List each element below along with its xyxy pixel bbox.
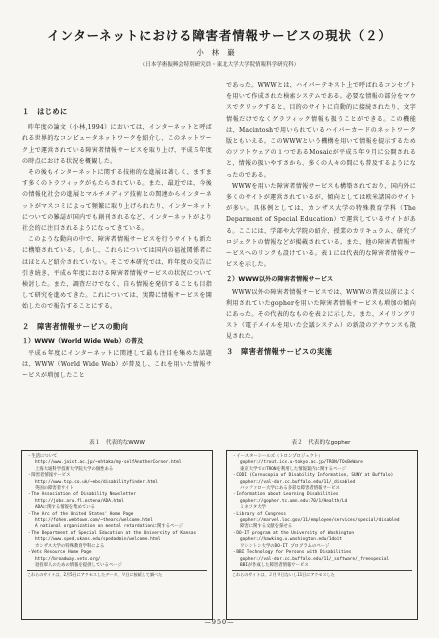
right-column	[226, 80, 416, 361]
body-paragraph: 平成６年度にインターネットに関連して最も注目を集めた話題は、WWW（World Wide Web）が普及し、これを用いた情報サービスが増加したこと	[22, 350, 212, 380]
table-row-desc: ADAに関する情報を集めている	[35, 505, 95, 511]
section-heading-trends: ２ 障害者情報サービスの動向	[22, 321, 129, 331]
table-row	[27, 531, 207, 550]
body-paragraph: このような動向の中で、障害者情報サービスを行うサイトも新たに構築されている。しかし、これらについては国内の福祉関係者にはほとんど紹介されていない。そこで本研究では、昨年度の交告に引き続き、平成６年度における障害者情報サービスの状況について検討した。また、調査だけでなく、自ら情報を発信することも目指して研究を進めてきた。これについては、実際に情報サービスを開始したので報告することにする。	[22, 236, 212, 311]
table-row-desc: BBIが作成した障害者情報サービス	[240, 562, 309, 568]
table-row-url: http://www.sped.ukans.edu/spedadmin/welcome.html	[35, 537, 161, 543]
table-row	[232, 531, 412, 550]
section-heading-implementation: ３ 障害者情報サービスの実施	[226, 346, 333, 356]
subsection-heading-non-www: ２）WWW以外の障害者情報サービス	[226, 276, 334, 284]
table1-caption: 表１ 代表的なWWW	[89, 440, 145, 446]
subsection-heading-www: １）WWW（World Wide Web）の普及	[22, 337, 144, 345]
table-row-label: ・BBI Technology for Persons with Disabilities	[232, 550, 352, 556]
table-row-desc: バッファロー大学にある多彩な障害者情報サービス	[240, 486, 340, 492]
table-row	[232, 454, 412, 473]
table-row	[27, 512, 207, 531]
table-row	[232, 473, 412, 492]
table-note: これらのサイトは、２月９日ないし11日にアクセスした	[232, 570, 412, 578]
body-paragraph: WWWを用いた障害者情報サービスも構築されており、国内外に多くのサイトが運営されているが、傾向としては欧米諸国のサイトが多い。具体例としては、カンザス大学の特殊教育学科（The Deparment of Special Education）で運営しているサイトがある。ここには、学部や大学院の紹介、授業のカリキュラム、研究プロジェクトの情報などが掲載されている。また、他の障害者情報サービスへのリンクも設けている。表１には代表的な障害者情報サービスを示した。	[226, 182, 416, 269]
table-row-url: gopher://marvel.loc.gov/11/employee/services/special/disabled	[240, 518, 400, 524]
body-paragraph: 昨年度の論文（小林,1994）においては、インターネットと呼ばれる世界的なコンピュータネットワークを紹介し、このネットワーク上で運営されている障害者情報サービスを取り上げ、平成５年度の時点における状況を概観した。	[22, 124, 212, 165]
table-row-label: ・The Department of Special Education at the University of Kansas	[27, 530, 197, 536]
body-paragraph: WWW以外の障害者情報サービスでは、WWWの普及以前によく利用されていたgopherを用いた障害者情報サービスも増加の傾向にあった。その代表的なものを表２に示した。また、メイリングリスト（電子メイルを用いた会議システム）の新設のアナウンスも散見された。	[226, 288, 416, 341]
left-column	[22, 80, 212, 382]
table-row-label: ・障害者情報サービス	[27, 473, 71, 479]
table-row-url: http://www.jaist.ac.jp/~ohtaka/my-selfAnotherCorner.html	[35, 460, 182, 466]
author-affiliation: （日本学術振興会特別研究員・東北大学大学院情報科学研究科）	[139, 62, 300, 68]
table-row-desc: ミネソタ大学	[240, 505, 266, 511]
table-row	[27, 473, 207, 492]
table-row	[232, 492, 412, 511]
table-row-url: http://fohen.webtown.com/~thearc/welcome.html	[35, 518, 153, 524]
table-row	[232, 550, 412, 569]
table-row-label: ・The Arc of the United States' Home Page	[27, 511, 134, 517]
table-row-label: ・イースターシールズ（トロンプロジェクト）	[232, 454, 323, 459]
table2-box	[226, 450, 418, 620]
author-name: 小林巌	[196, 48, 243, 57]
table-row-url: http://jobs.aru.fl.ostena/ADA.html	[35, 498, 124, 504]
table-row-label: ・The Association of Disability Newsletter	[27, 492, 136, 498]
table-row-desc: 上海大通科学技術大学院大学の個性ある	[35, 466, 114, 472]
table-row-label: ・DO-IT program at the University of Washington	[232, 530, 355, 536]
table-row	[27, 454, 207, 473]
table-row-url: gopher://hawking.u.washington.edu/1doit	[240, 537, 342, 543]
table-row-desc: 東京大学でのTRONを利用した情報案内に関するページ	[240, 466, 346, 472]
table-row-label: ・Information about Learning Disabilities	[232, 492, 339, 498]
table-row-label: ・CODI (Cornucopia of Disability Information, SUNY at Buffalo)	[232, 473, 394, 479]
body-paragraph: であった。WWWとは、ハイパーテキスト上で呼ばれるコンセプトを用いて作成された検索システムである。必要な情報の部分をマウスでクリックすると、目的のサイトに自動的に接続されたり、文字情報だけでなくグラフィック情報も扱うことができる。この機能は、Macintoshで用いられているハイパーカードのネットワーク版ともいえる。このWWWという機構を用いて情報を提示するためのソフトウェアの１つであるMosaicが平成５年９月に公開されると、情報の扱いやすさから、多くの人々の間にも普及するようになったのである。	[226, 82, 416, 179]
table-row-url: gopher://gopher.tc.umn.edu:70/1/Health/Ld	[240, 498, 348, 504]
table-row-url: http://www.tcp.co.uk/~ebs/disabilityfinder.html	[35, 479, 158, 485]
table-note: これらのサイトは、2月5日にアクセスしたデータ、９日に接続して調べた	[27, 570, 207, 578]
table-row-desc: 英国の障害者サイト	[35, 486, 74, 492]
table-row-label: ・Library of Congress	[232, 511, 287, 517]
table2-caption: 表２ 代表的なgopher	[291, 440, 351, 446]
table-row-url: gopher://val-dor.cc.buffalo.edu/11/_software/_freespecial	[240, 556, 390, 562]
section-heading-intro: １ はじめに	[22, 107, 68, 116]
table-row-label: ・生活について	[27, 454, 58, 459]
table-row-label: ・Vets Resource Home Page	[27, 550, 92, 556]
table-row-url: gopher://trout.ics.u-tokyo.ac.jp/TRON/TOsBeWare	[240, 460, 363, 466]
table1-box	[21, 450, 213, 620]
table-row	[27, 550, 207, 569]
page-number: —950—	[204, 618, 235, 626]
table-row-url: http://broadway.vets.org/	[35, 556, 101, 562]
table-row-url: gopher://val-dor.cc.buffalo.edu/11/_disabled	[240, 479, 356, 485]
table-row-desc: 障害に関する文献を探せる	[240, 524, 293, 530]
table-row-desc: A national organization on mental retardationに関するページ	[35, 524, 184, 530]
table-row	[27, 492, 207, 511]
table-row-desc: 退役軍人のための情報を提供しているページ	[35, 562, 122, 568]
table-row-desc: ワシントン大学のDO-IT プログラムのページ	[240, 543, 330, 549]
body-paragraph: その後もインターネットに関する技術的な進展は著しく、ますます多くのトラフィックがもたらされている。また、最近では、今後の情報化社会の進展とマルチメディア技術との関連からインターネットがマスコミによって頻繁に取り上げられたり、インターネットについての雑誌が国内でも創刊されるなど、インターネットがより社会的に注目されるようになってきている。	[22, 169, 212, 233]
page-title: インターネットにおける障害者情報サービスの現状（２）	[47, 28, 392, 43]
table-row-desc: カンザス大学の特殊教育学科による	[35, 543, 105, 549]
table-row	[232, 512, 412, 531]
